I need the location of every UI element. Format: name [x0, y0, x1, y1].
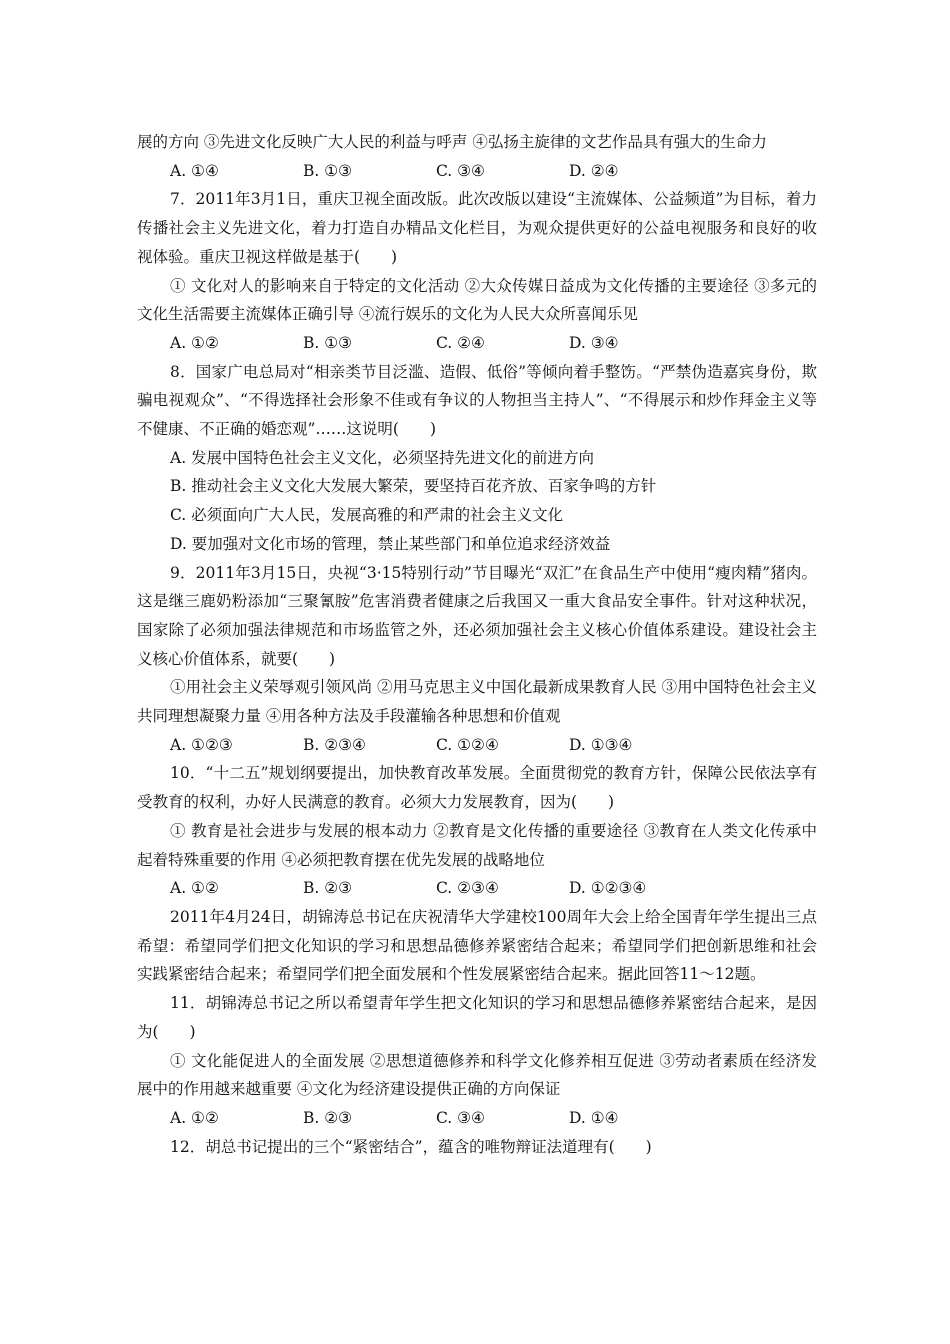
document-body: [137, 128, 817, 1161]
material-passage: 2011年4月24日，胡锦涛总书记在庆祝清华大学建校100周年大会上给全国青年学生提出三点希望：希望同学们把文化知识的学习和思想品德修养紧密结合起来；希望同学们把创新思维和社会实践紧密结合起来；希望同学们把全面发展和个性发展紧密结合起来。据此回答11～12题。: [137, 907, 817, 984]
option-b: B. ②③: [303, 1108, 353, 1127]
q9-options: [137, 731, 817, 760]
option-a: A. ①②: [170, 1108, 219, 1127]
option-a: A. ①②: [170, 333, 219, 352]
option-a: A. ①②: [170, 879, 219, 898]
option-d: D. ①④: [569, 1108, 619, 1127]
q8-option-d: D. 要加强对文化市场的管理，禁止某些部门和单位追求经济效益: [170, 534, 611, 553]
option-c: C. ②③④: [436, 879, 499, 898]
q7-items: ① 文化对人的影响来自于特定的文化活动 ②大众传媒日益成为文化传播的主要途径 ③多元的文化生活需要主流媒体正确引导 ④流行娱乐的文化为人民大众所喜闻乐见: [137, 276, 817, 324]
option-a: A. ①②③: [170, 735, 233, 754]
q8-option-a: A. 发展中国特色社会主义文化，必须坚持先进文化的前进方向: [170, 448, 595, 467]
q10-items: ① 教育是社会进步与发展的根本动力 ②教育是文化传播的重要途径 ③教育在人类文化传承中起着特殊重要的作用 ④必须把教育摆在优先发展的战略地位: [137, 821, 817, 869]
option-c: C. ②④: [436, 333, 485, 352]
option-c: C. ③④: [436, 161, 485, 180]
q9-items: ①用社会主义荣辱观引领风尚 ②用马克思主义中国化最新成果教育人民 ③用中国特色社会主义共同理想凝聚力量 ④用各种方法及手段灌输各种思想和价值观: [137, 678, 817, 726]
q8-stem: 8．国家广电总局对“相亲类节目泛滥、造假、低俗”等倾向着手整饬。“严禁伪造嘉宾身份，欺骗电视观众”、“不得选择社会形象不佳或有争议的人物担当主持人”、“不得展示和炒作拜金主义等不健康、不正确的婚恋观”……这说明( ): [137, 362, 817, 439]
option-d: D. ①③④: [569, 735, 633, 754]
q6-continuation: 展的方向 ③先进文化反映广大人民的利益与呼声 ④弘扬主旋律的文艺作品具有强大的生命力: [137, 133, 767, 151]
option-a: A. ①④: [170, 161, 219, 180]
q7-stem: 7．2011年3月1日，重庆卫视全面改版。此次改版以建设“主流媒体、公益频道”为目标，着力传播社会主义先进文化，着力打造自办精品文化栏目，为观众提供更好的公益电视服务和良好的收视体验。重庆卫视这样做是基于( ): [137, 190, 817, 266]
option-b: B. ②③: [303, 879, 353, 898]
q10-options: [137, 874, 817, 903]
option-b: B. ②③④: [303, 735, 366, 754]
q7-options: [137, 329, 817, 358]
q11-stem: 11．胡锦涛总书记之所以希望青年学生把文化知识的学习和思想品德修养紧密结合起来，是因为( ): [137, 994, 817, 1041]
option-c: C. ③④: [436, 1108, 485, 1127]
q12-stem: 12．胡总书记提出的三个“紧密结合”，蕴含的唯物辩证法道理有( ): [170, 1137, 652, 1156]
q8-option-c: C. 必须面向广大人民，发展高雅的和严肃的社会主义文化: [170, 506, 564, 525]
q9-stem: 9．2011年3月15日，央视“3·15特别行动”节目曝光“双汇”在食品生产中使用“瘦肉精”猪肉。这是继三鹿奶粉添加“三聚氰胺”危害消费者健康之后我国又一重大食品安全事件。针对这种状况，国家除了必须加强法律规范和市场监管之外，还必须加强社会主义核心价值体系建设。建设社会主义核心价值体系，就要( ): [137, 563, 817, 668]
q10-stem: 10．“十二五”规划纲要提出，加快教育改革发展。全面贯彻党的教育方针，保障公民依法享有受教育的权利，办好人民满意的教育。必须大力发展教育，因为( ): [137, 764, 817, 812]
option-b: B. ①③: [303, 333, 353, 352]
q11-options: [137, 1104, 817, 1133]
q8-option-b: B. 推动社会主义文化大发展大繁荣，要坚持百花齐放、百家争鸣的方针: [170, 477, 657, 496]
q11-items: ① 文化能促进人的全面发展 ②思想道德修养和科学文化修养相互促进 ③劳动者素质在经济发展中的作用越来越重要 ④文化为经济建设提供正确的方向保证: [137, 1051, 817, 1099]
option-d: D. ①②③④: [569, 879, 647, 898]
option-d: D. ③④: [569, 333, 619, 352]
option-c: C. ①②④: [436, 735, 499, 754]
q6-options: [137, 157, 817, 186]
option-d: D. ②④: [569, 161, 619, 180]
option-b: B. ①③: [303, 161, 353, 180]
